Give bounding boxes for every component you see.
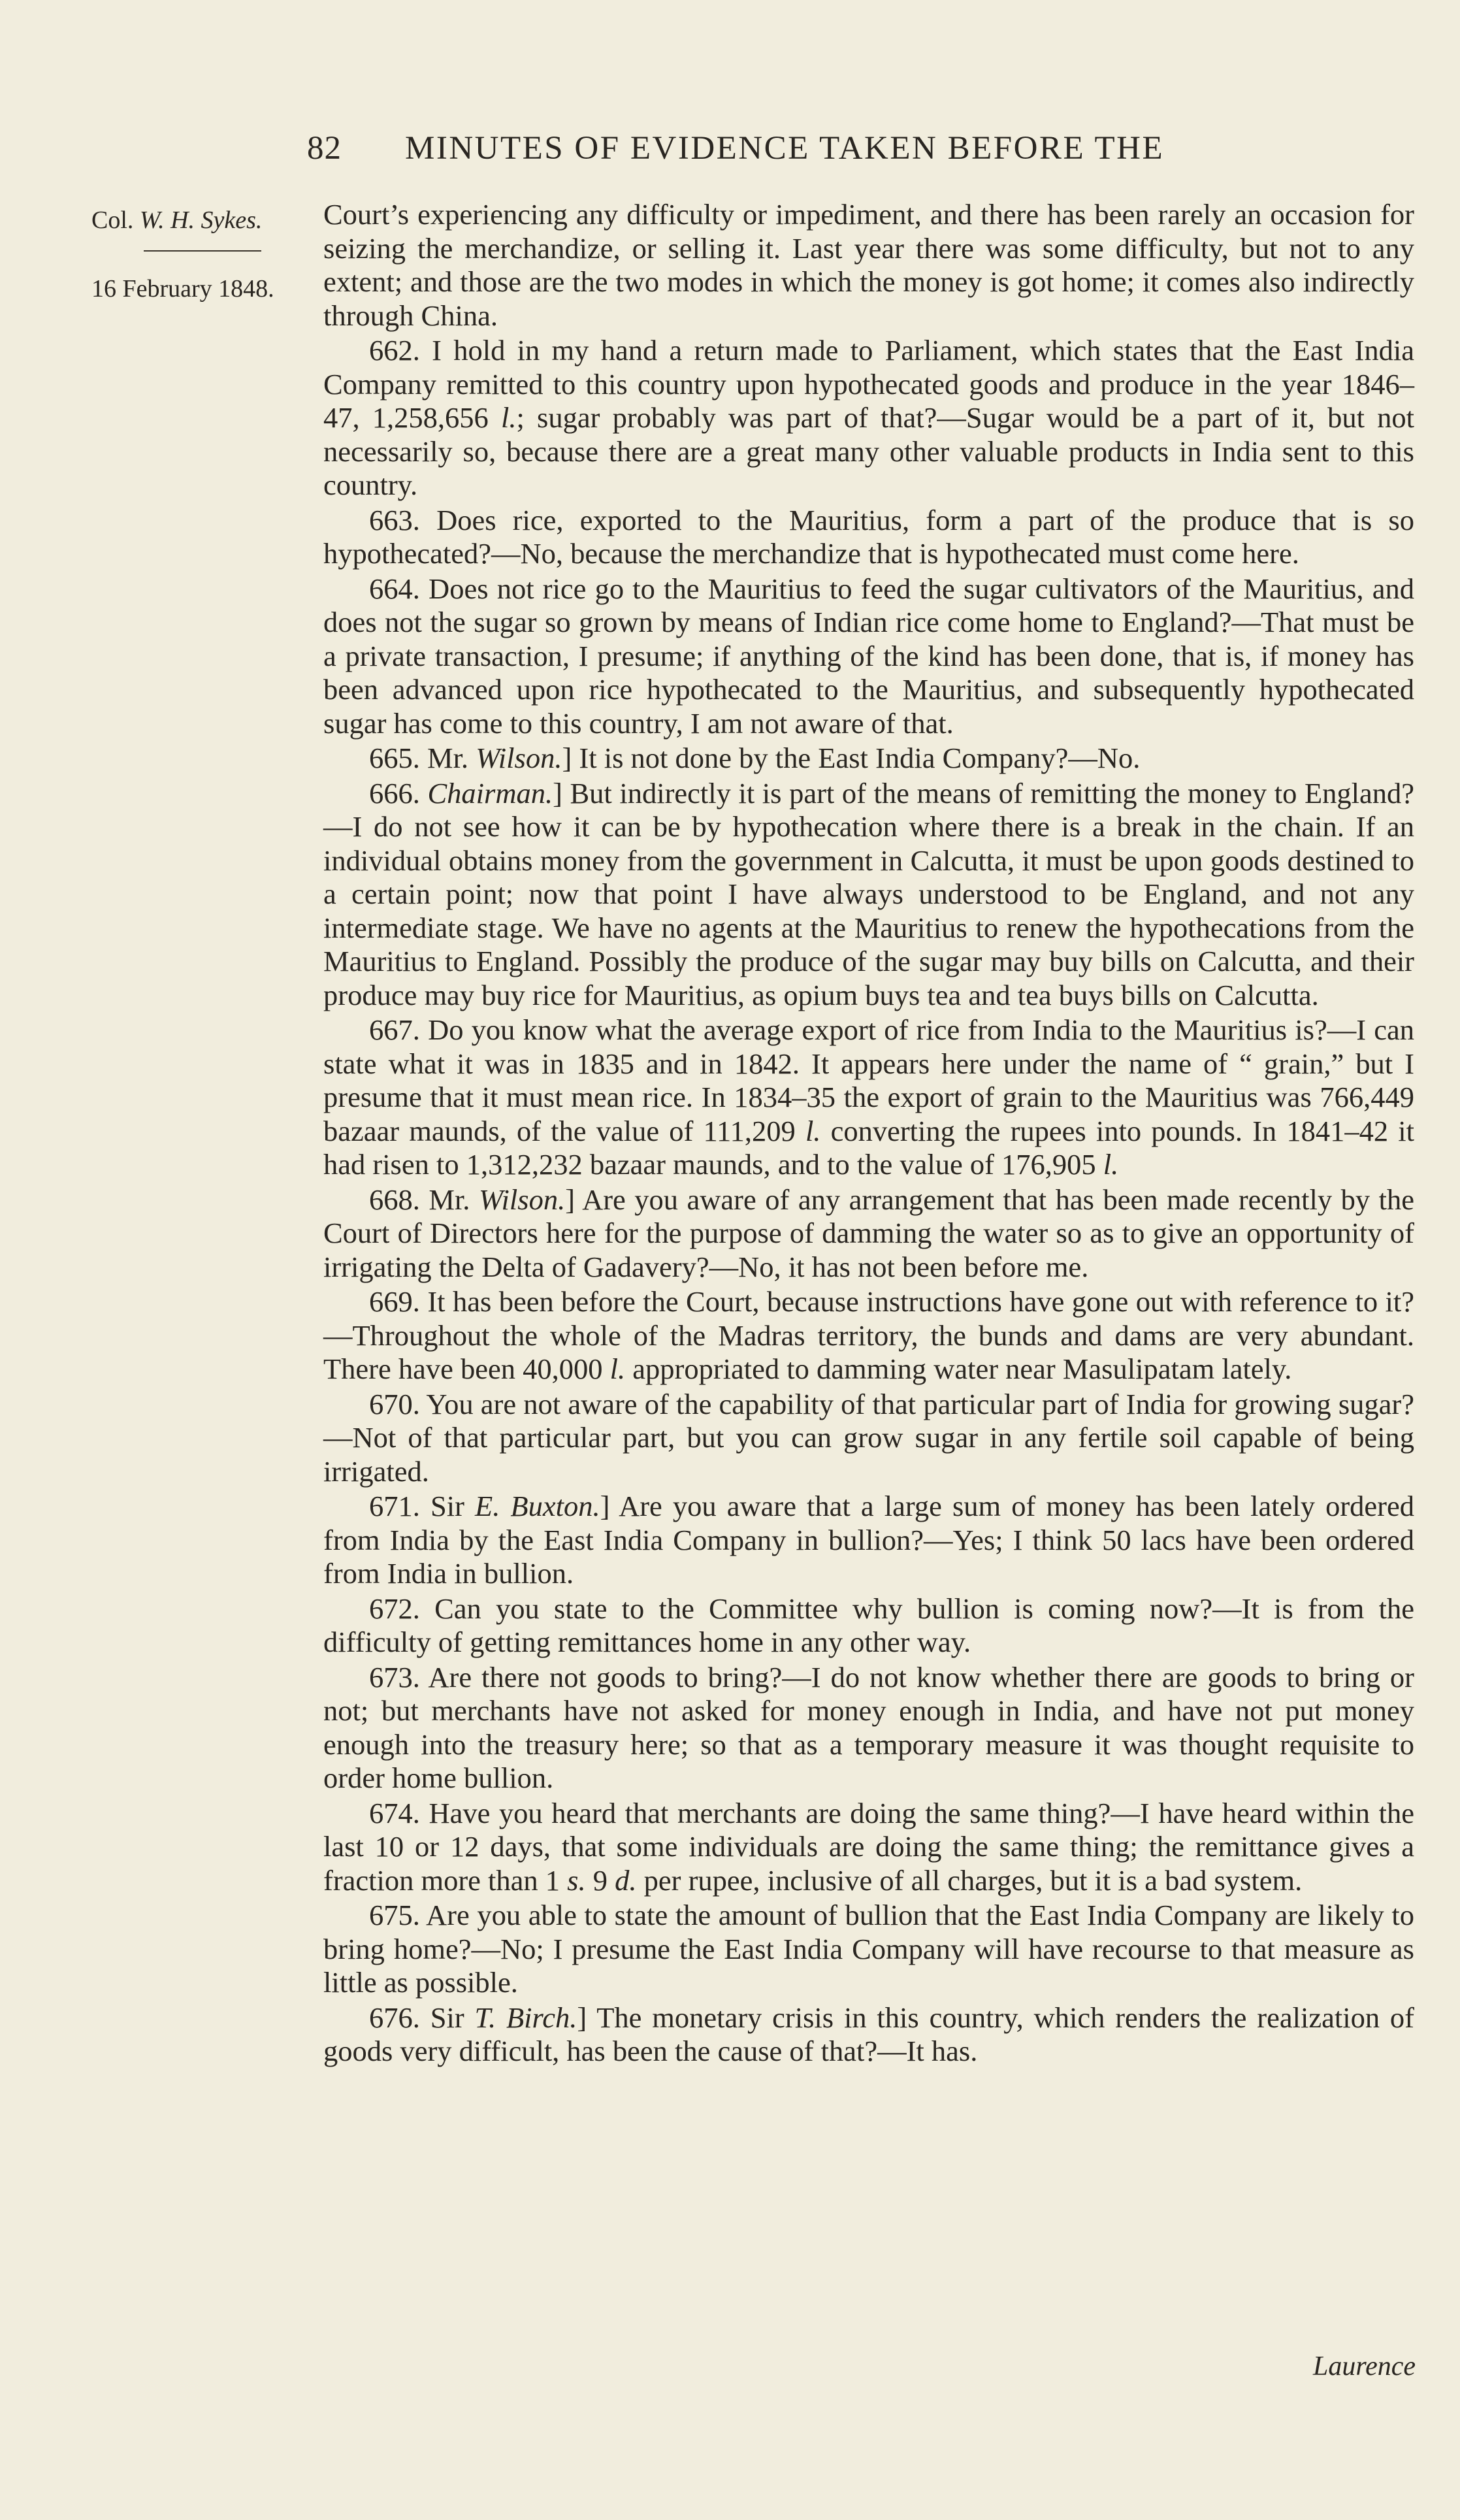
italic-text: l. [609, 1352, 626, 1385]
paragraph-text: 666. [369, 776, 428, 810]
question-paragraph [323, 777, 1414, 1013]
question-paragraph [323, 1490, 1414, 1591]
paragraph-text: 9 [585, 1863, 615, 1897]
paragraph-text: per rupee, inclusive of all charges, but it is a bad system. [636, 1863, 1303, 1897]
paragraph-text: 667. Do you know what the average export of rice from India to the Mauritius is?—I can state what it was in 1835 and in 1842. It appears here under the name of “ grain,” but I presume that it must mean rice. In 1834–35 the export of grain to the Mauritius was 766,449 bazaar maunds, of the value of 111,209 [323, 1013, 1414, 1147]
question-paragraph [323, 1183, 1414, 1285]
question-paragraph [323, 1388, 1414, 1489]
paragraph-text: ] But indirectly it is part of the means of remitting the money to England?—I do not see how it can be by hypothecation where there is a break in the chain. If an individual obtains money from the government in Calcutta, it must be upon goods destined to a certain point; now that point I have always understood to be England, and not any intermediate stage. We have no agents at the Mauritius to renew the hypothecations from the Mauritius to England. Possibly the produce of the sugar may buy bills on Calcutta, and their produce may buy rice for Mauritius, as opium buys tea and tea buys bills on Calcutta. [323, 776, 1414, 1011]
paragraph-text: 669. It has been before the Court, because instructions have gone out with reference to it?—Throughout the whole of the Madras territory, the bunds and dams are very abundant. There have been 40,000 [323, 1285, 1414, 1385]
paragraph-text: appropriated to damming water near Masulipatam lately. [625, 1352, 1292, 1385]
italic-text: l. [500, 401, 517, 434]
paragraph-text: 665. Mr. [369, 742, 476, 774]
witness-name: W. H. Sykes. [139, 206, 263, 234]
paragraph-text: 673. Are there not goods to bring?—I do not know whether there are goods to bring or not; but merchants have not asked for money enough in India, and have not put money enough into the treasury here; so that as a temporary measure it was thought requisite to order home bullion. [323, 1660, 1414, 1794]
italic-text: Wilson. [476, 742, 562, 774]
margin-date: 16 February 1848. [91, 275, 274, 303]
paragraph-text: 670. You are not aware of the capability of that particular part of India for growing sugar?—Not of that particular part, but you can grow sugar in any fertile soil capable of being irrigated. [323, 1387, 1414, 1488]
paragraph-text: 676. Sir [369, 2001, 475, 2034]
witness-prefix: Col. [91, 206, 140, 234]
paragraph-text: 668. Mr. [369, 1183, 479, 1216]
paragraph-text: ] Are you aware that a large sum of money has been lately ordered from India by the East India Company in bullion?—Yes; I think 50 lacs have been ordered from India in bullion. [323, 1490, 1415, 1590]
paragraph-text: 675. Are you able to state the amount of bullion that the East India Company are likely to bring home?—No; I presume the East India Company will have recourse to that measure as little as possible. [323, 1899, 1414, 1999]
paragraph-text: 672. Can you state to the Committee why bullion is coming now?—It is from the difficulty of getting remittances home in any other way. [323, 1592, 1414, 1658]
paragraph-text: 671. Sir [369, 1490, 476, 1522]
italic-text: d. [615, 1863, 637, 1897]
question-paragraph [323, 1285, 1414, 1386]
running-title: MINUTES OF EVIDENCE TAKEN BEFORE THE [405, 130, 1165, 167]
question-paragraph [323, 1013, 1414, 1182]
running-header [307, 129, 1326, 167]
question-paragraph [323, 1899, 1414, 2000]
question-paragraph [323, 1661, 1414, 1795]
paragraph-text: 662. I hold in my hand a return made to Parliament, which states that the East India Company remitted to this country upon hypothecated goods and produce in the year 1846–47, 1,258,656 [323, 334, 1414, 434]
paragraph-text: ; sugar probably was part of that?—Sugar would be a part of it, but not necessarily so, because there are a great many other valuable products in India sent to this country. [323, 401, 1414, 501]
paragraph-text: ] It is not done by the East India Company?—No. [562, 742, 1141, 774]
paragraph-text: ] The monetary crisis in this country, which renders the realization of goods very difficult, has been the cause of that?—It has. [323, 2001, 1414, 2067]
italic-text: E. Buxton. [475, 1490, 600, 1522]
paragraph-text: converting the rupees into pounds. In 1841–42 it had risen to 1,312,232 bazaar maunds, and to the value of 176,905 [323, 1114, 1414, 1181]
question-paragraph [323, 504, 1414, 571]
italic-text: Chairman. [427, 776, 553, 810]
question-paragraph [323, 742, 1414, 776]
margin-witness [91, 206, 262, 235]
evidence-body [323, 198, 1414, 2069]
margin-divider [144, 250, 261, 252]
question-paragraph [323, 572, 1414, 741]
question-paragraph [323, 1592, 1414, 1660]
page-number: 82 [307, 130, 342, 167]
paragraph-text: Court’s experiencing any difficulty or impediment, and there has been rarely an occasion for seizing the merchandize, or selling it. Last year there was some difficulty, but not to any extent; and those are the two modes in which the money is got home; it comes also indirectly through China. [323, 198, 1414, 332]
question-paragraph [323, 1797, 1414, 1898]
italic-text: Wilson. [478, 1183, 566, 1216]
paragraph-text: 664. Does not rice go to the Mauritius to feed the sugar cultivators of the Mauritius, and does not the sugar so grown by means of Indian rice come home to England?—That must be a private transaction, I presume; if anything of the kind has been done, that is, if money has been advanced upon rice hypothecated to the Mauritius, and subsequently hypothecated sugar has come to this country, I am not aware of that. [323, 572, 1414, 740]
paragraph-text: 674. Have you heard that merchants are doing the same thing?—I have heard within the last 10 or 12 days, that some individuals are doing the same thing; the remittance gives a fraction more than 1 [323, 1796, 1414, 1897]
italic-text: T. Birch. [474, 2001, 577, 2034]
paragraph-text: 663. Does rice, exported to the Mauritius, form a part of the produce that is so hypothecated?—No, because the merchandize that is hypothecated must come here. [323, 503, 1414, 570]
italic-text: s. [567, 1863, 586, 1897]
question-paragraph [323, 2001, 1414, 2069]
catchword: Laurence [1313, 2351, 1416, 2381]
italic-text: l. [1103, 1148, 1119, 1181]
paragraph-text: ] Are you aware of any arrangement that has been made recently by the Court of Directors here for the purpose of damming the water so as to give an opportunity of irrigating the Delta of Gadavery?—No, it has not been before me. [323, 1183, 1414, 1283]
continued-paragraph [323, 198, 1414, 333]
question-paragraph [323, 334, 1414, 502]
italic-text: l. [805, 1114, 821, 1147]
